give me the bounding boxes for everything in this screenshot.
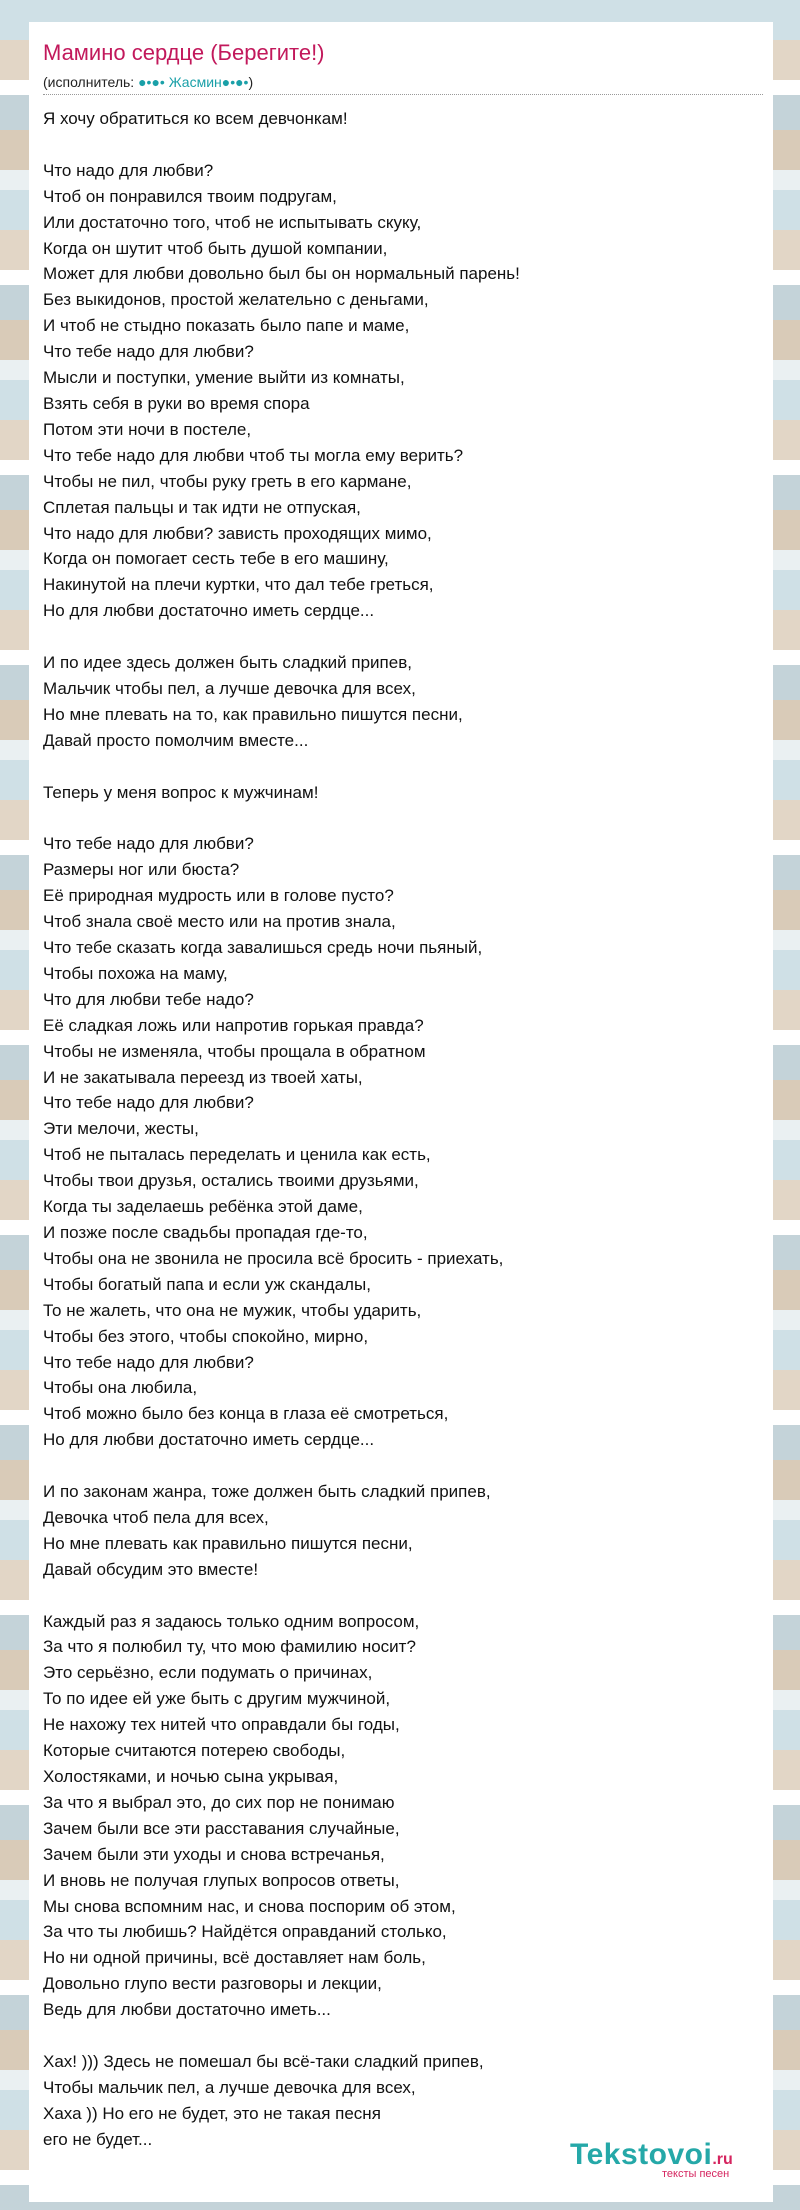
logo-mark <box>570 2138 733 2172</box>
lyrics-card <box>29 22 773 2202</box>
logo-tld: .ru <box>712 2151 733 2168</box>
site-logo[interactable] <box>570 2138 770 2198</box>
artist-line <box>43 74 763 95</box>
artist-link[interactable]: ●•●• Жасмин●•●• <box>138 74 249 90</box>
song-title: Мамино сердце (Берегите!) <box>43 40 325 65</box>
logo-name: Tekstovoi <box>570 2138 713 2171</box>
artist-prefix: (исполнитель: <box>43 74 139 90</box>
lyrics-text: Я хочу обратиться ко всем девчонкам! Что надо для любви? Чтоб он понравился твоим подругам, Или достаточно того, чтоб не испытывать скуку, Когда он шутит чтоб быть душой компании, Может для любви довольно был бы он нормальный парень! Без выкидонов, простой желательно с деньгами, И чтоб не стыдно показать было папе и маме, Что тебе надо для любви? Мысли и поступки, умение выйти из комнаты, Взять себя в руки во время спора Потом эти ночи в постеле, Что тебе надо для любви чтоб ты могла ему верить? Чтобы не пил, чтобы руку греть в его кармане, Сплетая пальцы и так идти не отпуская, Что надо для любви? зависть проходящих мимо, Когда он помогает сесть тебе в его машину, Накинутой на плечи куртки, что дал тебе греться, Но для любви достаточно иметь сердце... И по идее здесь должен быть сладкий припев, Мальчик чтобы пел, а лучше девочка для всех, Но мне плевать на то, как правильно пишутся песни, Давай просто помолчим вместе... Теперь у меня вопрос к мужчинам! Что тебе надо для любви? Размеры ног или бюста? Её природная мудрость или в голове пусто? Чтоб знала своё место или на против знала, Что тебе сказать когда завалишься средь ночи пьяный, Чтобы похожа на маму, Что для любви тебе надо? Её сладкая ложь или напротив горькая правда? Чтобы не изменяла, чтобы прощала в обратном И не закатывала переезд из твоей хаты, Что тебе надо для любви? Эти мелочи, жесты, Чтоб не пыталась переделать и ценила как есть, Чтобы твои друзья, остались твоими друзьями, Когда ты заделаешь ребёнка этой даме, И позже после свадьбы пропадая где-то, Чтобы она не звонила не просила всё бросить - приехать, Чтобы богатый папа и если уж скандалы, То не жалеть, что она не мужик, чтобы ударить, Чтобы без этого, чтобы спокойно, мирно, Что тебе надо для любви? Чтобы она любила, Чтоб можно было без конца в глаза её смотреться, Но для любви достаточно иметь сердце... И по законам жанра, тоже должен быть сладкий припев, Девочка чтоб пела для всех, Но мне плевать как правильно пишутся песни, Давай обсудим это вместе! Каждый раз я задаюсь только одним вопросом, За что я полюбил ту, что мою фамилию носит? Это серьёзно, если подумать о причинах, То по идее ей уже быть с другим мужчиной, Не нахожу тех нитей что оправдали бы годы, Которые считаются потерею свободы, Холостяками, и ночью сына укрывая, За что я выбрал это, до сих пор не понимаю Зачем были все эти расставания случайные, Зачем были эти уходы и снова встречанья, И вновь не получая глупых вопросов ответы, Мы снова вспомним нас, и снова поспорим об этом, За что ты любишь? Найдётся оправданий столько, Но ни одной причины, всё доставляет нам боль, Довольно глупо вести разговоры и лекции, Ведь для любви достаточно иметь... Хах! ))) Здесь не помешал бы всё-таки сладкий припев, Чтобы мальчик пел, а лучше девочка для всех, Хаха )) Но его не будет, это не такая песня его не будет... <box>43 109 520 2149</box>
artist-suffix: ) <box>248 74 254 90</box>
logo-tagline: тексты песен <box>662 2168 730 2180</box>
